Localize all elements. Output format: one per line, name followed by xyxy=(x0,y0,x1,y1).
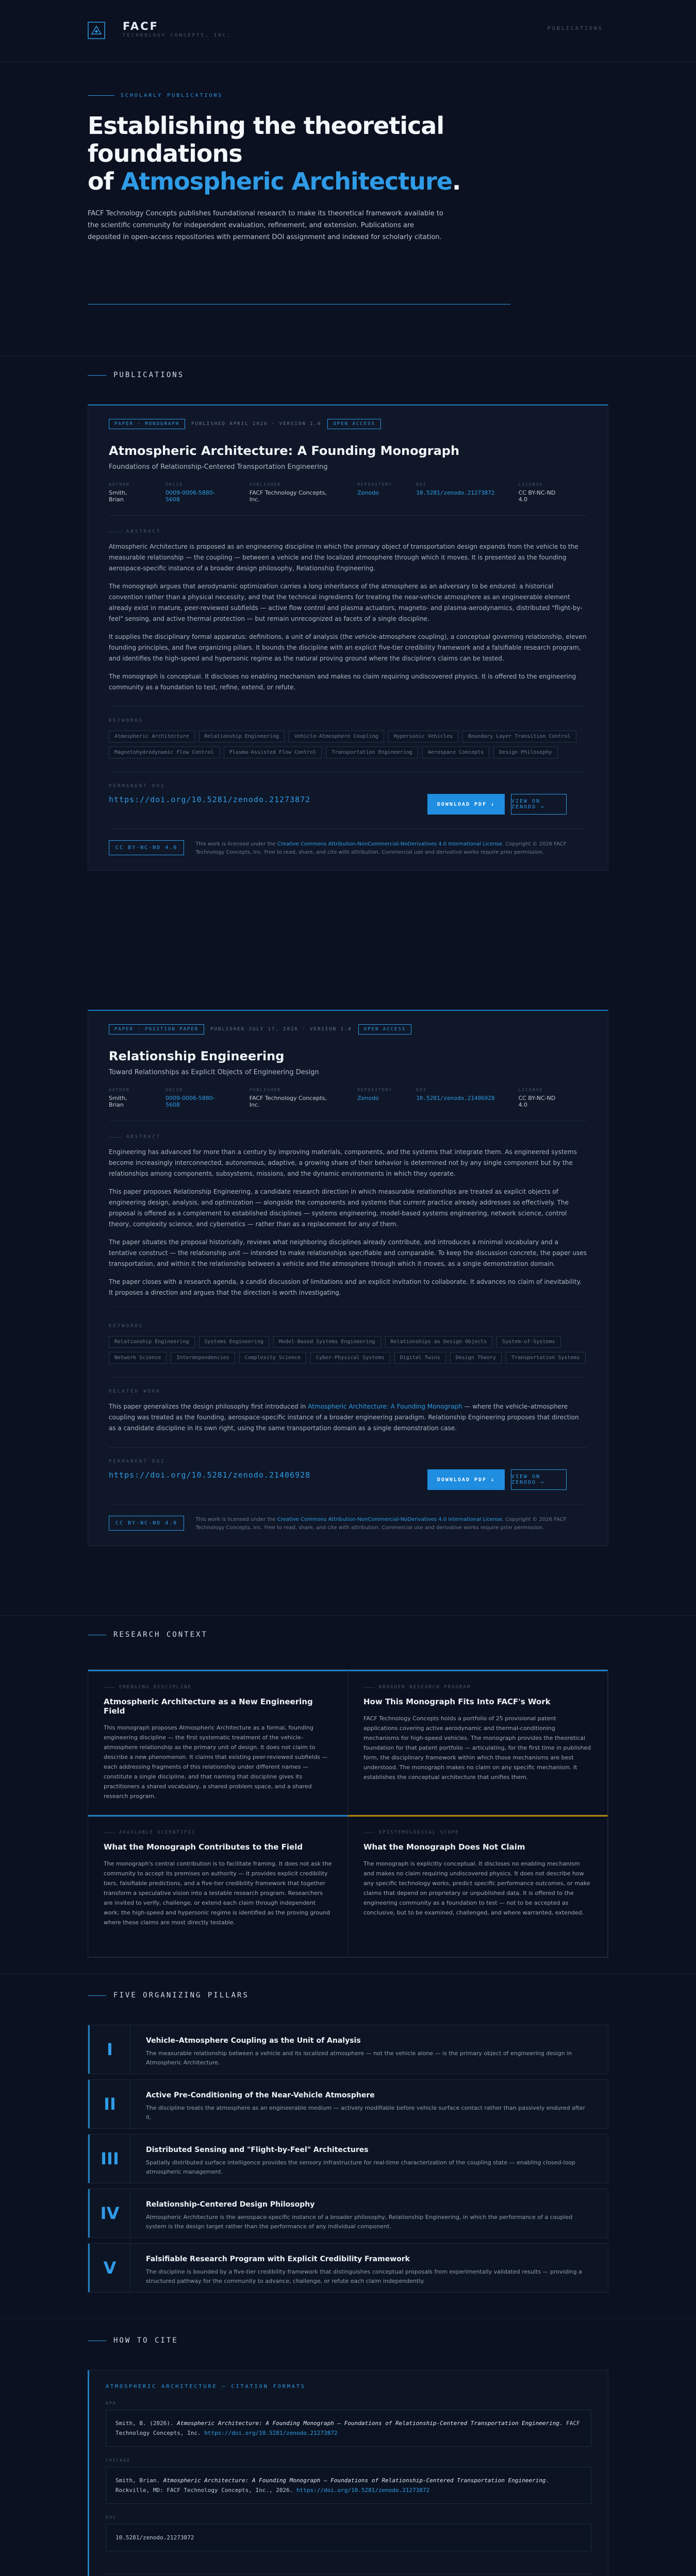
keyword-chip: Complexity Science xyxy=(239,1352,306,1364)
pillar-number: I xyxy=(88,2025,130,2074)
keyword-chip: Aerospace Concepts xyxy=(422,747,489,758)
context-label-text: EMERGING DISCIPLINE xyxy=(119,1685,192,1690)
meta-label: PUBLISHER xyxy=(249,482,281,487)
keyword-list xyxy=(109,731,587,758)
citation-chicago[interactable] xyxy=(106,2467,591,2504)
publication-type-tag: PAPER · POSITION PAPER xyxy=(109,1024,204,1035)
publication-date: PUBLISHED JULY 17, 2026 · VERSION 1.0 xyxy=(210,1027,352,1032)
label-rule xyxy=(363,1687,375,1688)
context-title: How This Monograph Fits Into FACF's Work xyxy=(363,1697,551,1706)
hero-title-prefix: of xyxy=(88,167,121,195)
abstract-paragraph: Engineering has advanced for more than a century by improving materials, components, and the systems that integrate them. As engineered systems become increasingly interconnected, autonomous, adaptive, a growing share of their behavior is determined not by any single component but by the relationships among components, subsystems, missions, and the dynamic environments in which they operate. xyxy=(109,1148,577,1177)
license-link[interactable]: Creative Commons Attribution-NonCommercial-NoDerivatives 4.0 International License xyxy=(277,1517,503,1522)
license-suffix: . Copyright © 2026 FACF Technology Concepts, Inc. Free to read, share, and cite with attribution. Commercial use and derivative works require prior permission. xyxy=(195,841,567,855)
publication-subtitle: Foundations of Relationship-Centered Transportation Engineering xyxy=(109,463,328,471)
meta-label: REPOSITORY xyxy=(357,1088,393,1092)
pillar-title: Active Pre-Conditioning of the Near-Vehicle Atmosphere xyxy=(146,2091,375,2099)
heading-rule xyxy=(88,1995,106,1996)
meta-repository-link[interactable]: Zenodo xyxy=(357,489,379,496)
meta-publisher: FACF Technology Concepts, Inc. xyxy=(249,1095,327,1108)
citation-format-label: CHICAGO xyxy=(106,2458,130,2463)
publication-type-tag: PAPER · MONOGRAPH xyxy=(109,419,185,429)
context-card xyxy=(88,1815,348,1957)
citation-format-label: DOI xyxy=(106,2515,117,2520)
open-access-badge: OPEN ACCESS xyxy=(358,1024,412,1035)
section-divider xyxy=(0,1973,696,1974)
doi-row xyxy=(109,772,587,828)
keyword-chip: Vehicle-Atmosphere Coupling xyxy=(289,731,384,742)
related-label: RELATED WORK xyxy=(109,1389,161,1394)
meta-author: Smith, Brian xyxy=(109,1095,127,1108)
keyword-chip: Cyber-Physical Systems xyxy=(310,1352,390,1364)
hero-title xyxy=(88,112,603,195)
meta-label: DOI xyxy=(416,1088,427,1092)
doi-label: PERMANENT DOI xyxy=(109,784,165,789)
abstract-paragraph: The paper closes with a research agenda, a candid discussion of limitations and an explicit invitation to collaborate. It advances no claim of inevitability. It proposes a direction and argues that the direction is worth investigating. xyxy=(109,1278,582,1296)
pillar-text: The discipline treats the atmosphere as an engineerable medium — actively modifiable before vehicle surface contact rather than passively endured after it. xyxy=(146,2105,586,2121)
brand-name[interactable]: FACF xyxy=(123,20,159,32)
pillar-item xyxy=(88,2243,608,2293)
keyword-chip: Relationships as Design Objects xyxy=(385,1336,493,1348)
abstract-label-text: ABSTRACT xyxy=(126,529,161,534)
hero-eyebrow xyxy=(88,93,603,98)
context-text: This monograph proposes Atmospheric Architecture as a formal, founding engineering discipline — the first systematic treatment of the vehicle–atmosphere relationship as the primary unit of design. It does not claim to describe a new phenomenon. It claims that existing peer-reviewed subfields — each addressing fragments of this relationship under different names — constitute a single discipline, and that naming that discipline gives its practitioners a shared vocabulary, a shared problem space, and a shared research program. xyxy=(104,1724,328,1800)
license-row xyxy=(109,828,587,870)
keywords-label: KEYWORDS xyxy=(109,1324,144,1329)
context-text: The monograph is explicitly conceptual. It discloses no enabling mechanism and makes no claim requiring undiscovered physics. It does not describe how any specific technology works, predict specific performance outcomes, or make claims that depend on proprietary or unpublished data. It is offered to the engineering community as a foundation to test — not to be accepted as conclusive, but to be examined, challenged, and where warranted, extended. xyxy=(363,1860,590,1916)
meta-doi-link[interactable]: 10.5281/zenodo.21406928 xyxy=(416,1095,495,1101)
research-context-heading-text: RESEARCH CONTEXT xyxy=(113,1631,208,1639)
logo-icon[interactable] xyxy=(88,22,105,39)
hero-title-suffix: . xyxy=(452,167,461,195)
pillar-number: V xyxy=(88,2244,130,2292)
hero-title-line2: foundations xyxy=(88,140,242,167)
nav-publications-link[interactable]: PUBLICATIONS xyxy=(547,26,603,31)
citation-apa[interactable] xyxy=(106,2410,591,2447)
citation-publisher: . Rockville, MD: FACF Technology Concepts, Inc., 2026. xyxy=(115,2477,550,2494)
license-row xyxy=(109,1504,587,1546)
citation-heading: ATMOSPHERIC ARCHITECTURE — CITATION FORMATS xyxy=(106,2384,306,2389)
keyword-chip: Plasma-Assisted Flow Control xyxy=(224,747,322,758)
context-title: Atmospheric Architecture as a New Engineering Field xyxy=(104,1697,313,1716)
keyword-chip: Transportation Systems xyxy=(506,1352,585,1364)
license-prefix: This work is licensed under the xyxy=(195,1517,277,1522)
pillar-item xyxy=(88,2134,608,2183)
context-label-text: EPISTEMOLOGICAL SCOPE xyxy=(379,1830,459,1835)
context-text: The monograph's central contribution is to facilitate framing. It does not ask the community to accept its premises on authority — it provides explicit credibility tiers, falsifiable predictions, and a five-tier credibility framework that together transform a speculative vision into a testable research program. Researchers are invited to verify, challenge, or extend each claim through independent work; the high-speed and hypersonic regime is identified as the proving ground where these claims are most directly testable. xyxy=(104,1860,332,1926)
keyword-chip: Design Philosophy xyxy=(493,747,557,758)
brand-subtitle: TECHNOLOGY CONCEPTS, INC. xyxy=(123,33,231,38)
meta-label: LICENSE xyxy=(518,482,543,487)
pillars-heading-text: FIVE ORGANIZING PILLARS xyxy=(113,1991,249,1999)
pillars-list xyxy=(88,2025,608,2298)
keyword-list xyxy=(109,1336,587,1364)
context-card xyxy=(348,1670,608,1815)
pillar-item xyxy=(88,2189,608,2238)
meta-author: Smith, Brian xyxy=(109,489,127,503)
context-text: FACF Technology Concepts holds a portfolio of 25 provisional patent applications covering active aerodynamic and thermal-conditioning mechanisms for high-speed vehicles. The monograph provides the theoretical foundation for that patent portfolio — articulating, for the first time in published form, the disciplinary framework within which those mechanisms are best understood. The monograph makes no claim on any specific mechanism. It establishes the conceptual architecture that unifies them. xyxy=(363,1715,591,1781)
context-label xyxy=(363,1830,592,1835)
cite-heading xyxy=(88,2336,178,2345)
meta-license: CC BY-NC-ND 4.0 xyxy=(518,489,556,503)
context-label-text: BROADER RESEARCH PROGRAM xyxy=(379,1685,471,1690)
cite-heading-text: HOW TO CITE xyxy=(113,2336,178,2345)
download-pdf-button[interactable]: DOWNLOAD PDF ↓ xyxy=(427,1469,505,1490)
download-pdf-button[interactable]: DOWNLOAD PDF ↓ xyxy=(427,794,505,815)
cc-license-badge: CC BY-NC-ND 4.0 xyxy=(109,1516,184,1531)
view-on-zenodo-button[interactable]: VIEW ON ZENODO → xyxy=(511,794,567,815)
related-prefix: This paper generalizes the design philosophy first introduced in xyxy=(109,1403,308,1410)
context-label xyxy=(104,1685,332,1690)
section-divider xyxy=(0,355,696,356)
meta-label: ORCID xyxy=(165,482,184,487)
publication-title: Relationship Engineering xyxy=(109,1049,285,1063)
citation-title: Atmospheric Architecture: A Founding Monograph — Foundations of Relationship-Centered Transportation Engineering xyxy=(177,2420,559,2427)
research-context-grid xyxy=(88,1669,608,1958)
doi-row xyxy=(109,1447,587,1504)
related-text xyxy=(109,1401,587,1434)
keyword-chip: Digital Twins xyxy=(394,1352,446,1364)
citation-doi-link[interactable]: https://doi.org/10.5281/zenodo.21273872 xyxy=(204,2430,338,2436)
keyword-chip: Atmospheric Architecture xyxy=(109,731,195,742)
meta-label: DOI xyxy=(416,482,427,487)
cc-license-badge: CC BY-NC-ND 4.0 xyxy=(109,840,184,855)
license-text xyxy=(195,1516,587,1532)
meta-label: PUBLISHER xyxy=(249,1088,281,1092)
abstract-paragraph: The monograph argues that aerodynamic optimization carries a long inheritance of the atmosphere as an adversary to be endured: a historical convention rather than a physical necessity, and that the technical ingredients for treating the near-vehicle atmosphere as an engineerable element already exist in mature, peer-reviewed subfields — active flow control and plasma actuators, magneto- and plasma-aerodynamics, distributed "flight-by-feel" sensing, and active thermal protection — but remain unrecognized as facets of a single discipline. xyxy=(109,583,583,622)
keyword-chip: Design Theory xyxy=(450,1352,502,1364)
citation-format-label: APA xyxy=(106,2401,117,2405)
keyword-chip: Relationship Engineering xyxy=(109,1336,195,1348)
citation-title: Atmospheric Architecture: A Founding Monograph — Foundations of Relationship-Centered Transportation Engineering xyxy=(163,2477,546,2484)
eyebrow-rule xyxy=(88,95,114,96)
pillar-text: The measurable relationship between a vehicle and its localized atmosphere — not the vehicle alone — is the primary object of engineering design in Atmospheric Architecture. xyxy=(146,2050,572,2066)
hero-title-line1: Establishing the theoretical xyxy=(88,112,444,140)
publication-card xyxy=(88,1010,608,1546)
label-rule xyxy=(104,1687,115,1688)
meta-label: ORCID xyxy=(165,1088,184,1092)
publications-heading xyxy=(88,371,184,379)
keyword-chip: Boundary Layer Transition Control xyxy=(462,731,576,742)
doi-label: PERMANENT DOI xyxy=(109,1459,165,1464)
keyword-chip: Hypersonic Vehicles xyxy=(388,731,458,742)
heading-rule xyxy=(88,375,106,376)
abstract-label xyxy=(109,1134,587,1140)
meta-label: AUTHOR xyxy=(109,482,130,487)
pillar-number: IV xyxy=(88,2189,130,2238)
abstract-label xyxy=(109,529,587,534)
citation-doi-link[interactable]: https://doi.org/10.5281/zenodo.21273872 xyxy=(296,2487,430,2494)
keyword-chip: Magnetohydrodynamic Flow Control xyxy=(109,747,220,758)
license-text xyxy=(195,840,587,857)
license-link[interactable]: Creative Commons Attribution-NonCommercial-NoDerivatives 4.0 International License xyxy=(277,841,503,847)
citation-author: Smith, Brian. xyxy=(115,2477,163,2484)
context-card xyxy=(348,1815,608,1957)
license-suffix: . Copyright © 2026 FACF Technology Concepts, Inc. Free to read, share, and cite with attribution. Commercial use and derivative works require prior permission. xyxy=(195,1517,567,1531)
citation-divider xyxy=(106,2551,591,2574)
meta-label: REPOSITORY xyxy=(357,482,393,487)
view-on-zenodo-button[interactable]: VIEW ON ZENODO → xyxy=(511,1469,567,1490)
citation-publisher: . FACF Technology Concepts, Inc. xyxy=(115,2420,580,2436)
abstract-paragraph: The paper situates the proposal historically, reviews what neighboring disciplines already contribute, and introduces a minimal vocabulary and a tentative construct — the relationship unit — intended to make relationships specifiable and comparable. To keep the discussion concrete, the paper uses transportation, and within it the relationship between a vehicle and the atmosphere through which it moves, as a single demonstration domain. xyxy=(109,1239,587,1267)
label-rule xyxy=(109,1137,122,1138)
context-label xyxy=(363,1685,592,1690)
related-suffix: — where the vehicle–atmosphere coupling was treated as the founding, aerospace-specific instance of a broader engineering paradigm. Relationship Engineering proposes that direction as a candidate discipline in its own right, using the same transportation domain as a single demonstration case. xyxy=(109,1403,579,1432)
publication-title: Atmospheric Architecture: A Founding Monograph xyxy=(109,444,460,458)
abstract-label-text: ABSTRACT xyxy=(126,1134,161,1140)
license-prefix: This work is licensed under the xyxy=(195,841,277,847)
publication-meta xyxy=(109,482,587,516)
research-context-heading xyxy=(88,1631,208,1639)
abstract-paragraph: The monograph is conceptual. It discloses no enabling mechanism and makes no claim requiring undiscovered physics. It is offered to the engineering community as a foundation to test, refine, extend, or refute. xyxy=(109,673,576,691)
keyword-chip: Transportation Engineering xyxy=(326,747,418,758)
keyword-chip: System-of-Systems xyxy=(496,1336,560,1348)
hero-title-accent: Atmospheric Architecture xyxy=(121,167,452,195)
meta-orcid-link[interactable]: 0009-0006-5880-5608 xyxy=(165,489,215,503)
meta-orcid-link[interactable]: 0009-0006-5880-5608 xyxy=(165,1095,215,1108)
keyword-chip: Model-Based Systems Engineering xyxy=(273,1336,381,1348)
pillars-heading xyxy=(88,1991,249,1999)
citation-doi[interactable]: 10.5281/zenodo.21273872 xyxy=(106,2524,591,2551)
pillar-title: Relationship-Centered Design Philosophy xyxy=(146,2200,315,2209)
meta-license: CC BY-NC-ND 4.0 xyxy=(518,1095,556,1108)
meta-doi-link[interactable]: 10.5281/zenodo.21273872 xyxy=(416,489,495,496)
pillar-text: Atmospheric Architecture is the aerospace-specific instance of a broader philosophy, Relationship Engineering, in which the performance of a coupled system is the design target rather than the performance of any individual component. xyxy=(146,2214,573,2230)
pillar-number: II xyxy=(88,2080,130,2128)
abstract-paragraph: Atmospheric Architecture is proposed as an engineering discipline in which the primary object of transportation design expands from the vehicle to the measurable relationship — the coupling — between a vehicle and the localized atmosphere through which it moves. It is presented as the founding aerospace-specific instance of a broader design philosophy, Relationship Engineering. xyxy=(109,543,578,572)
abstract-paragraph: This paper proposes Relationship Engineering, a candidate research direction in which measurable relationships are treated as explicit objects of engineering design, analysis, and optimization — alongside the components and systems that current practice already addresses so effectively. The proposal is offered as a complement to established disciplines — systems engineering, model-based systems engineering, network science, control theory, complexity science, and cybernetics — rather than as a replacement for any of them. xyxy=(109,1188,569,1228)
section-divider xyxy=(0,1615,696,1616)
pillar-item xyxy=(88,2079,608,2129)
citation-panel xyxy=(88,2370,608,2576)
keyword-chip: Network Science xyxy=(109,1352,167,1364)
meta-label: LICENSE xyxy=(518,1088,543,1092)
keyword-chip: Relationship Engineering xyxy=(199,731,285,742)
context-label xyxy=(104,1830,332,1835)
section-divider xyxy=(0,2318,696,2319)
related-work xyxy=(109,1377,587,1434)
pillar-text: Spatially distributed surface intelligence provides the sensory infrastructure for real-time characterization of the coupling state — enabling closed-loop atmospheric management. xyxy=(146,2159,575,2175)
keyword-chip: Interdependencies xyxy=(171,1352,235,1364)
eyebrow-text: SCHOLARLY PUBLICATIONS xyxy=(121,93,223,98)
publications-heading-text: PUBLICATIONS xyxy=(113,371,185,379)
pillar-title: Vehicle–Atmosphere Coupling as the Unit of Analysis xyxy=(146,2037,361,2045)
abstract-paragraph: It supplies the disciplinary formal apparatus: definitions, a unit of analysis (the vehicle-atmosphere coupling), a conceptual governing relationship, eleven founding principles, and five organizing pillars. It bounds the discipline with an explicit five-tier credibility framework and a falsifiable research program, and identifies the high-speed and hypersonic regime as the natural proving ground where the discipline's claims can be tested. xyxy=(109,633,587,662)
pillar-number: III xyxy=(88,2134,130,2183)
doi-link[interactable]: https://doi.org/10.5281/zenodo.21273872 xyxy=(109,795,311,804)
pillar-text: The discipline is bounded by a five-tier credibility framework that distinguishes conceptual proposals from experimentally validated results — providing a structured pathway for the community to advance, challenge, or refute each claim independently. xyxy=(146,2268,582,2284)
context-title: What the Monograph Contributes to the Field xyxy=(104,1842,303,1852)
keyword-chip: Systems Engineering xyxy=(199,1336,269,1348)
context-label-text: AVAILABLE SCIENTIFIC xyxy=(119,1830,196,1835)
hero-intro: FACF Technology Concepts publishes foundational research to make its theoretical framework available to the scientific community for independent evaluation, refinement, and extension. Publications are deposited in open-access repositories with permanent DOI assignment and indexed for scholarly citation. xyxy=(88,210,443,241)
doi-link[interactable]: https://doi.org/10.5281/zenodo.21406928 xyxy=(109,1470,311,1480)
context-card xyxy=(88,1670,348,1815)
site-header xyxy=(0,0,696,62)
meta-label: AUTHOR xyxy=(109,1088,130,1092)
publication-date: PUBLISHED APRIL 2026 · VERSION 1.0 xyxy=(191,421,322,427)
publication-subtitle: Toward Relationships as Explicit Objects of Engineering Design xyxy=(109,1069,319,1076)
open-access-badge: OPEN ACCESS xyxy=(327,419,381,429)
pillar-item xyxy=(88,2025,608,2074)
hero xyxy=(88,93,603,243)
meta-publisher: FACF Technology Concepts, Inc. xyxy=(249,489,327,503)
pillar-title: Falsifiable Research Program with Explicit Credibility Framework xyxy=(146,2255,410,2263)
related-link[interactable]: Atmospheric Architecture: A Founding Monograph xyxy=(308,1403,462,1410)
publication-card xyxy=(88,404,608,871)
publication-meta xyxy=(109,1088,587,1121)
citation-author: Smith, B. (2026). xyxy=(115,2420,177,2427)
context-title: What the Monograph Does Not Claim xyxy=(363,1842,525,1852)
keywords-label: KEYWORDS xyxy=(109,718,144,723)
pillar-title: Distributed Sensing and "Flight-by-Feel" Architectures xyxy=(146,2146,369,2154)
meta-repository-link[interactable]: Zenodo xyxy=(357,1095,379,1101)
